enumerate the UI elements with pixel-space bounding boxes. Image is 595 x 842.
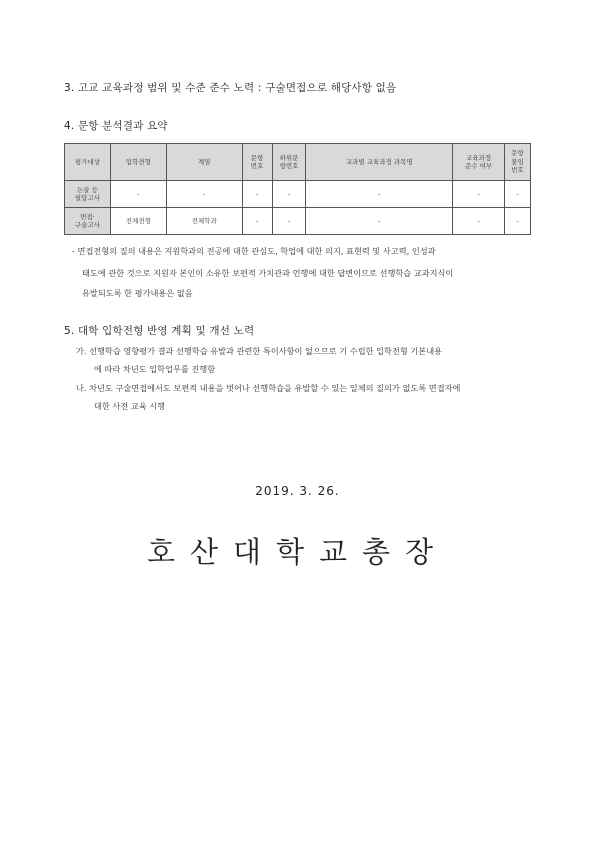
header-curriculum-compliance: 교육과정 준수 여부 xyxy=(453,144,505,181)
interview-note-line: 태도에 관한 것으로 지원자 본인이 소유한 보편적 가치관과 언행에 대한 답변이므로 선행학습 교과지식이 xyxy=(82,268,454,278)
plan-item-a-line: 에 따라 차년도 입학업무를 진행함 xyxy=(94,364,216,374)
row-label-interview-exam: 면접· 구술고사 xyxy=(65,208,111,235)
section3-title: 3. 고교 교육과정 범위 및 수준 준수 노력 : 구술면접으로 해당사항 없음 xyxy=(64,82,397,94)
table-cell: - xyxy=(453,181,505,208)
analysis-summary-table xyxy=(64,143,531,235)
table-cell: - xyxy=(505,181,531,208)
interview-note-line: - 면접전형의 질의 내용은 지원학과의 전공에 대한 관심도, 학업에 대한 의지, 표현력 및 사고력, 인성과 xyxy=(72,246,436,256)
table-cell: - xyxy=(306,181,453,208)
table-cell: - xyxy=(306,208,453,235)
table-cell: 전체학과 xyxy=(166,208,242,235)
table-cell: - xyxy=(272,208,306,235)
document-date: 2019. 3. 26. xyxy=(255,484,340,498)
header-curriculum-subject: 교과별 교육과정 과목명 xyxy=(306,144,453,181)
plan-item-b-line: 나. 차년도 구술면접에서도 보편적 내용을 벗어나 선행학습을 유발할 수 있는 일체의 질의가 없도록 면접자에 xyxy=(76,383,461,393)
section4-title: 4. 문항 분석결과 요약 xyxy=(64,120,168,132)
plan-item-b-line: 대한 사전 교육 시행 xyxy=(94,401,166,411)
table-cell: - xyxy=(505,208,531,235)
header-admission-type: 입학전형 xyxy=(110,144,166,181)
header-question-no: 문항 번호 xyxy=(242,144,272,181)
table-cell: - xyxy=(272,181,306,208)
plan-item-a-line: 가. 선행학습 영향평가 결과 선행학습 유발과 관련한 특이사항이 없으므로 기 수립한 입학전형 기본내용 xyxy=(76,346,443,356)
table-cell: - xyxy=(110,181,166,208)
table-header-row xyxy=(65,144,531,181)
table-cell: - xyxy=(242,208,272,235)
table-cell: - xyxy=(453,208,505,235)
table-row xyxy=(65,208,531,235)
table-row xyxy=(65,181,531,208)
table-cell: - xyxy=(166,181,242,208)
table-cell: 전체전형 xyxy=(110,208,166,235)
signer-title: 호산대학교총장 xyxy=(146,535,449,569)
row-label-written-exam: 논술 등 필답고사 xyxy=(65,181,111,208)
section5-title: 5. 대학 입학전형 반영 계획 및 개선 노력 xyxy=(64,325,255,337)
interview-note-line: 유발되도록 한 평가내용은 없음 xyxy=(82,288,193,298)
header-attachment-no: 문항 붙임 번호 xyxy=(505,144,531,181)
header-evaluation-target: 평가대상 xyxy=(65,144,111,181)
header-field: 계열 xyxy=(166,144,242,181)
table-cell: - xyxy=(242,181,272,208)
header-sub-question-no: 하위문 항번호 xyxy=(272,144,306,181)
